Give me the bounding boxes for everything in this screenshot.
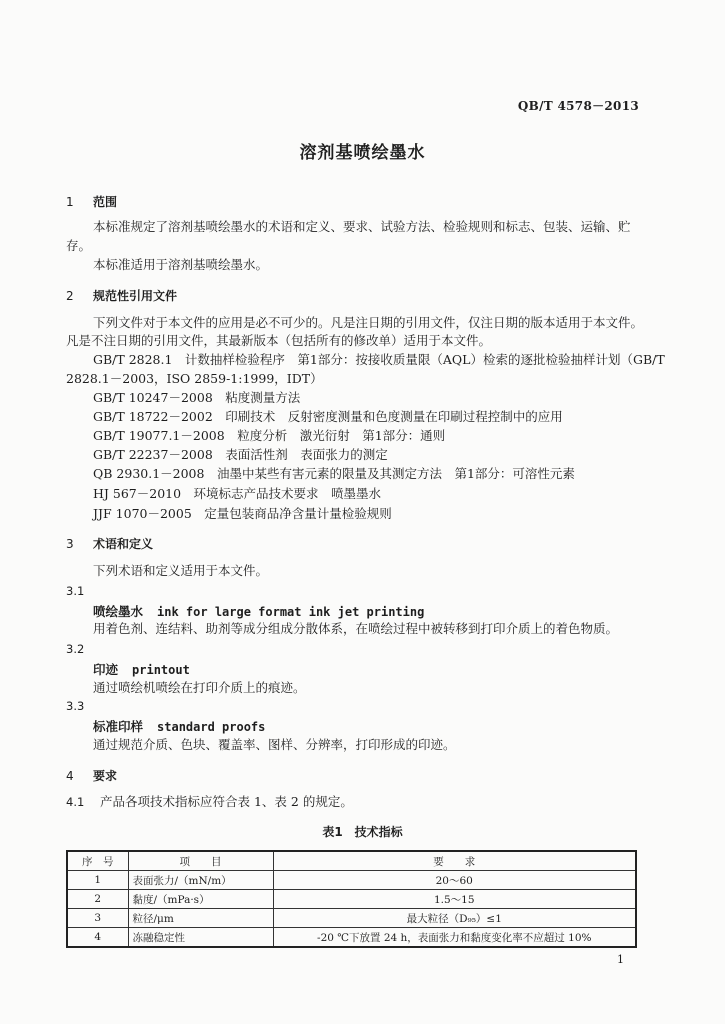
paragraph: 下列文件对于本文件的应用是必不可少的。凡是注日期的引用文件，仅注日期的版本适用于本文件。 — [93, 315, 644, 330]
cell-requirement: 1.5～15 — [273, 890, 636, 909]
reference-item: QB 2930.1－2008 油墨中某些有害元素的限量及其测定方法 第1部分：可溶性元素 — [93, 466, 575, 481]
section-3-heading — [66, 535, 153, 552]
reference-item: GB/T 2828.1 计数抽样检验程序 第1部分：按接收质量限（AQL）检索的逐批检验抽样计划（GB/T — [93, 352, 665, 367]
table-header-row — [67, 851, 636, 871]
paragraph: 本标准规定了溶剂基喷绘墨水的术语和定义、要求、试验方法、检验规则和标志、包装、运输、贮 — [93, 219, 631, 234]
paragraph: 凡是不注日期的引用文件，其最新版本（包括所有的修改单）适用于本文件。 — [66, 333, 492, 348]
term-cn: 印迹 — [93, 662, 119, 677]
term-cn: 喷绘墨水 — [93, 604, 144, 619]
column-header: 序 号 — [67, 851, 128, 871]
clause-number: 4.1 — [66, 795, 85, 809]
cell-item: 冻融稳定性 — [128, 928, 273, 948]
section-4-heading — [66, 767, 117, 784]
section-number: 2 — [66, 289, 74, 303]
document-title: 溶剂基喷绘墨水 — [299, 143, 426, 163]
cell-requirement: 20～60 — [273, 871, 636, 890]
column-header: 要 求 — [273, 851, 636, 871]
section-title: 要求 — [93, 769, 118, 783]
page-number: 1 — [617, 953, 624, 966]
term-number: 3.1 — [66, 584, 85, 598]
cell-requirement: -20 ℃下放置 24 h，表面张力和黏度变化率不应超过 10% — [273, 928, 636, 948]
term-heading — [93, 660, 190, 678]
term-number: 3.2 — [66, 642, 85, 656]
term-heading — [93, 717, 265, 735]
term-definition: 用着色剂、连结料、助剂等成分组成分散体系，在喷绘过程中被转移到打印介质上的着色物质。 — [93, 621, 619, 636]
term-definition: 通过规范介质、色块、覆盖率、图样、分辨率，打印形成的印迹。 — [93, 737, 456, 752]
section-number: 3 — [66, 537, 74, 551]
column-header: 项 目 — [128, 851, 273, 871]
clause-text: 产品各项技术指标应符合表 1、表 2 的规定。 — [100, 794, 353, 809]
cell-item: 粒径/μm — [128, 909, 273, 928]
section-title: 规范性引用文件 — [93, 289, 178, 303]
cell-item: 表面张力/（mN/m） — [128, 871, 273, 890]
term-number: 3.3 — [66, 699, 85, 713]
term-cn: 标准印样 — [93, 719, 144, 734]
section-title: 术语和定义 — [93, 537, 154, 551]
cell-index: 4 — [67, 928, 128, 948]
table-row — [67, 928, 636, 948]
section-1-heading — [66, 193, 117, 210]
table-caption: 表1 技术指标 — [322, 825, 403, 839]
paragraph: 本标准适用于溶剂基喷绘墨水。 — [93, 257, 269, 272]
cell-index: 2 — [67, 890, 128, 909]
table-row — [67, 871, 636, 890]
term-en: standard proofs — [157, 720, 266, 734]
term-en: ink for large format ink jet printing — [157, 605, 425, 619]
table-row — [67, 890, 636, 909]
cell-index: 3 — [67, 909, 128, 928]
term-heading — [93, 602, 424, 620]
table-row — [67, 909, 636, 928]
reference-item: GB/T 10247－2008 粘度测量方法 — [93, 390, 301, 405]
section-number: 1 — [66, 195, 74, 209]
section-2-heading — [66, 287, 177, 304]
reference-item: HJ 567－2010 环境标志产品技术要求 喷墨墨水 — [93, 486, 382, 501]
reference-item: GB/T 19077.1－2008 粒度分析 激光衍射 第1部分：通则 — [93, 428, 446, 443]
section-title: 范围 — [93, 195, 118, 209]
reference-item-continued: 2828.1－2003，ISO 2859-1:1999，IDT） — [66, 371, 323, 386]
cell-item: 黏度/（mPa·s） — [128, 890, 273, 909]
reference-item: GB/T 22237－2008 表面活性剂 表面张力的测定 — [93, 447, 388, 462]
paragraph: 下列术语和定义适用于本文件。 — [93, 563, 269, 578]
spec-table — [66, 850, 637, 948]
paragraph: 存。 — [66, 238, 92, 253]
cell-requirement: 最大粒径（D₉₅）≤1 — [273, 909, 636, 928]
cell-index: 1 — [67, 871, 128, 890]
reference-item: GB/T 18722－2002 印刷技术 反射密度测量和色度测量在印刷过程控制中的应用 — [93, 409, 563, 424]
term-definition: 通过喷绘机喷绘在打印介质上的痕迹。 — [93, 680, 306, 695]
standard-number: QB/T 4578－2013 — [517, 99, 639, 113]
section-number: 4 — [66, 769, 74, 783]
term-en: printout — [132, 663, 190, 677]
reference-item: JJF 1070－2005 定量包装商品净含量计量检验规则 — [93, 506, 392, 521]
clause — [66, 793, 353, 811]
